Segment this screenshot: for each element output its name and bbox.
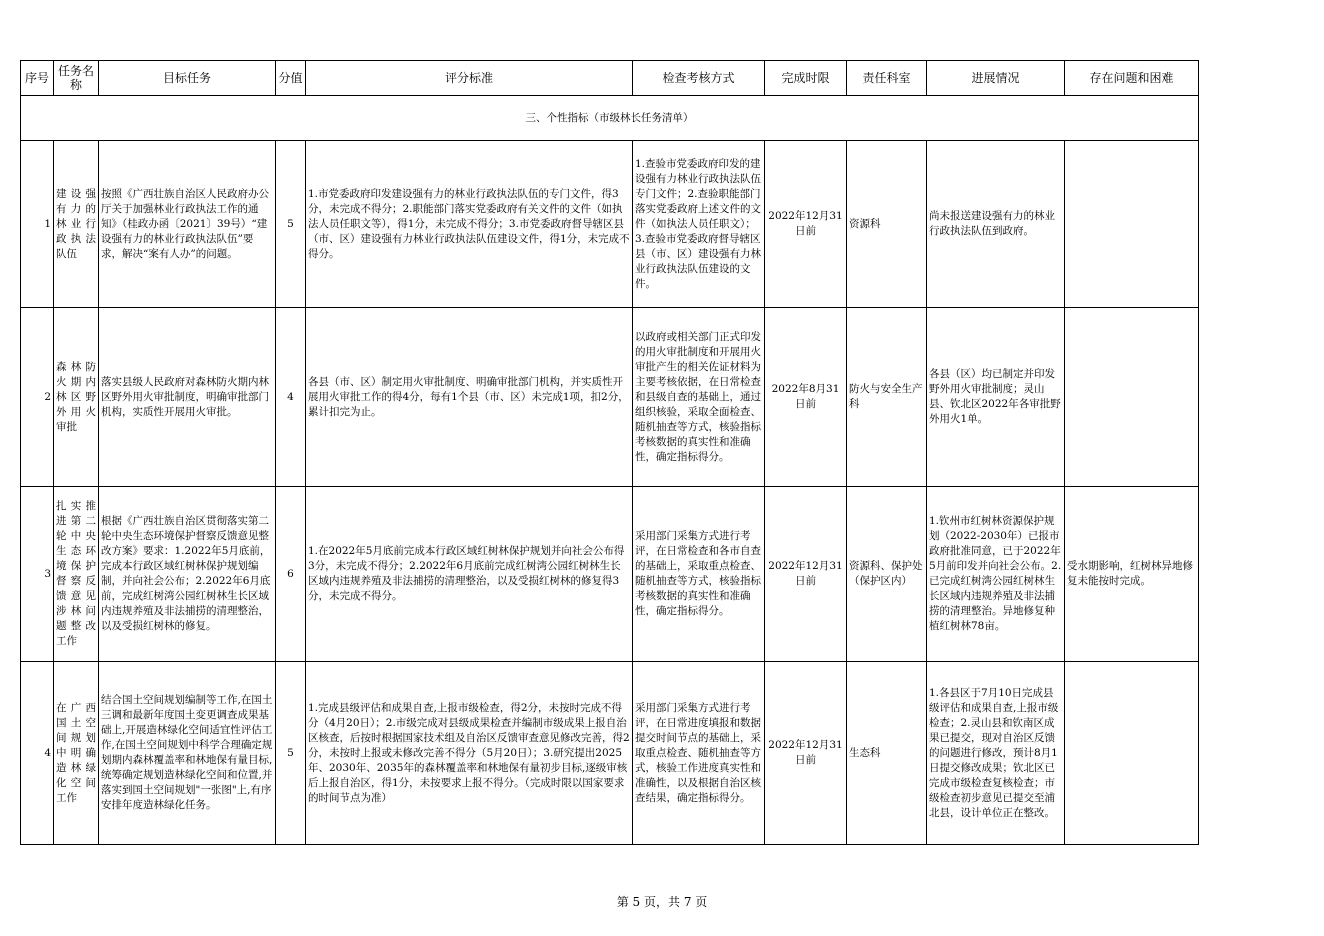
- row-progress: 1.各县区于7月10日完成县级评估和成果自查,上报市级检查；2.灵山县和钦南区成果已提交，现对自治区反馈的问题进行修改，预计8月1日提交修改成果；钦北区已完成市级检查复核检查；市级检查初步意见已提交至浦北县，设计单位正在整改。: [927, 662, 1065, 845]
- row-deadline: 2022年12月31日前: [765, 662, 847, 845]
- table-row: [21, 487, 1199, 662]
- section-title: 三、个性指标（市级林长任务清单）: [21, 96, 1199, 141]
- row-target: 根据《广西壮族自治区贯彻落实第二轮中央生态环境保护督察反馈意见整改方案》要求：1.2022年5月底前，完成本行政区域红树林保护规划编制，并向社会公布；2.2022年6月底前，完成红树湾公园红树林生长区域内违规养殖及非法捕捞的清理整治，以及受损红树林的修复。: [99, 487, 276, 662]
- task-table: [20, 60, 1199, 845]
- row-progress: 1.钦州市红树林资源保护规划（2022-2030年）已报市政府批准同意，已于2022年5月前印发并向社会公布。2.已完成红树湾公园红树林生长区域内违规养殖及非法捕捞的清理整治。异地修复种植红树林78亩。: [927, 487, 1065, 662]
- row-target: 按照《广西壮族自治区人民政府办公厅关于加强林业行政执法工作的通知》（桂政办函〔2021〕39号）“建设强有力的林业行政执法队伍”要求，解决“案有人办”的问题。: [99, 141, 276, 308]
- row-standard: 1.完成县级评估和成果自查,上报市级检查，得2分，未按时完成不得分（4月20日）；2.市级完成对县级成果检查并编制市级成果上报自治区核查，后按时根据国家技术组及自治区反馈审查意见修改完善，得2分，未按时上报或未修改完善不得分（5月20日）；3.研究提出2025年、2030年、2035年的森林覆盖率和林地保有量初步目标,逐级审核后上报自治区，得1分，未按要求上报不得分。（完成时限以国家要求的时间节点为准）: [306, 662, 633, 845]
- header-task-name: 任务名称: [54, 61, 99, 96]
- header-no: 序号: [21, 61, 54, 96]
- row-deadline: 2022年8月31日前: [765, 308, 847, 487]
- table-row: [21, 662, 1199, 845]
- row-score: 4: [276, 308, 306, 487]
- header-score: 分值: [276, 61, 306, 96]
- row-dept: 防火与安全生产科: [847, 308, 927, 487]
- row-standard: 1.在2022年5月底前完成本行政区域红树林保护规划并向社会公布得3分，未完成不得分；2.2022年6月底前完成红树湾公园红树林生长区域内违规养殖及非法捕捞的清理整治，以及受损红树林的修复得3分，未完成不得分。: [306, 487, 633, 662]
- row-score: 5: [276, 141, 306, 308]
- row-progress: 各县（区）均已制定并印发野外用火审批制度；灵山县、钦北区2022年各审批野外用火1单。: [927, 308, 1065, 487]
- row-no: 3: [21, 487, 54, 662]
- row-issues: [1065, 308, 1199, 487]
- row-task-name: 扎实推进第二轮中央生态环境保护督察反馈意见涉林问题整改工作: [54, 487, 99, 662]
- table-row: [21, 141, 1199, 308]
- header-dept: 责任科室: [847, 61, 927, 96]
- row-issues: [1065, 662, 1199, 845]
- row-target: 结合国土空间规划编制等工作,在国土三调和最新年度国土变更调查成果基础上,开展造林绿化空间适宜性评估工作,在国土空间规划中科学合理确定规划期内森林覆盖率和林地保有量目标,统筹确定规划造林绿化空间和位置,并落实到国土空间规划"一张图"上,有序安排年度造林绿化任务。: [99, 662, 276, 845]
- row-standard: 1.市党委政府印发建设强有力的林业行政执法队伍的专门文件，得3分，未完成不得分；2.职能部门落实党委政府有关文件的文件（如执法人员任职文等），得1分，未完成不得分；3.市党委政府督导辖区县（市、区）建设强有力林业行政执法队伍建设文件，得1分，未完成不得分。: [306, 141, 633, 308]
- row-dept: 资源科、保护处（保护区内）: [847, 487, 927, 662]
- row-dept: 生态科: [847, 662, 927, 845]
- row-no: 4: [21, 662, 54, 845]
- header-progress: 进展情况: [927, 61, 1065, 96]
- row-score: 5: [276, 662, 306, 845]
- page-footer: 第 5 页，共 7 页: [616, 895, 708, 909]
- row-dept: 资源科: [847, 141, 927, 308]
- row-score: 6: [276, 487, 306, 662]
- section-row: [21, 96, 1199, 141]
- table-row: [21, 308, 1199, 487]
- header-deadline: 完成时限: [765, 61, 847, 96]
- row-issues: [1065, 141, 1199, 308]
- row-task-name: 在广西国土空间规划中明确造林绿化空间工作: [54, 662, 99, 845]
- row-task-name: 建设强有力的林业行政执法队伍: [54, 141, 99, 308]
- header-row: [21, 61, 1199, 96]
- row-method: 1.查验市党委政府印发的建设强有力林业行政执法队伍专门文件；2.查验职能部门落实党委政府上述文件的文件（如执法人员任职文）；3.查验市党委政府督导辖区县（市、区）建设强有力林业行政执法队伍建设的文件。: [633, 141, 765, 308]
- header-issues: 存在问题和困难: [1065, 61, 1199, 96]
- row-method: 采用部门采集方式进行考评，在日常检查和各市自查的基础上，采取重点检查、随机抽查等方式，核验指标考核数据的真实性和准确性，确定指标得分。: [633, 487, 765, 662]
- row-target: 落实县级人民政府对森林防火期内林区野外用火审批制度，明确审批部门机构，实质性开展用火审批。: [99, 308, 276, 487]
- row-task-name: 森林防火期内林区野外用火审批: [54, 308, 99, 487]
- row-method: 采用部门采集方式进行考评，在日常进度填报和数据提交时间节点的基础上，采取重点检查、随机抽查等方式，核验工作进度真实性和准确性，以及根据自治区核查结果，确定指标得分。: [633, 662, 765, 845]
- row-no: 1: [21, 141, 54, 308]
- row-deadline: 2022年12月31日前: [765, 141, 847, 308]
- header-standard: 评分标准: [306, 61, 633, 96]
- row-progress: 尚未报送建设强有力的林业行政执法队伍到政府。: [927, 141, 1065, 308]
- row-no: 2: [21, 308, 54, 487]
- row-issues: 受水期影响，红树林异地修复未能按时完成。: [1065, 487, 1199, 662]
- header-target: 目标任务: [99, 61, 276, 96]
- header-method: 检查考核方式: [633, 61, 765, 96]
- row-deadline: 2022年12月31日前: [765, 487, 847, 662]
- row-standard: 各县（市、区）制定用火审批制度、明确审批部门机构，并实质性开展用火审批工作的得4分，每有1个县（市、区）未完成1项，扣2分，累计扣完为止。: [306, 308, 633, 487]
- row-method: 以政府或相关部门正式印发的用火审批制度和开展用火审批产生的相关佐证材料为主要考核依据，在日常检查和县级自查的基础上，通过组织核验，采取全面检查、随机抽查等方式，核验指标考核数据的真实性和准确性，确定指标得分。: [633, 308, 765, 487]
